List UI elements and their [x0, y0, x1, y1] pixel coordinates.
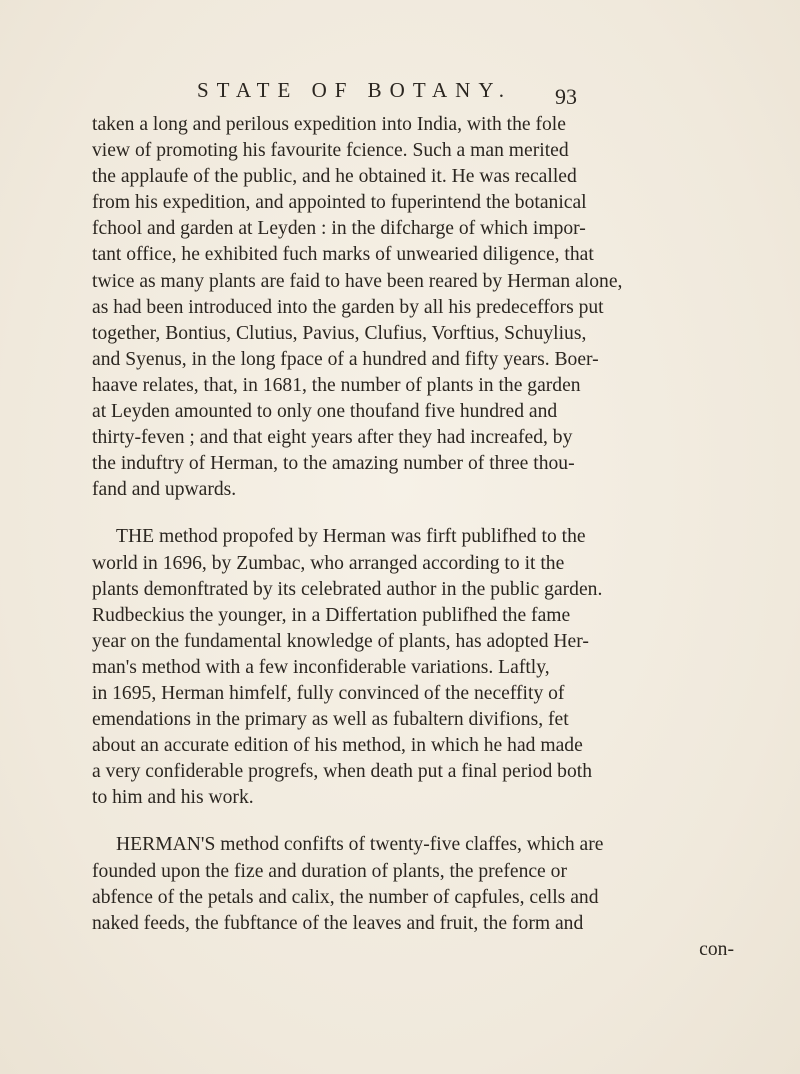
paragraph-spacer	[92, 503, 748, 524]
text-line: as had been introduced into the garden by all his predeceffors put	[92, 296, 604, 318]
text-line: abfence of the petals and calix, the number of capfules, cells and	[92, 886, 599, 908]
text-line: the applaufe of the public, and he obtained it. He was recalled	[92, 166, 577, 188]
text-line: fchool and garden at Leyden : in the difcharge of which impor-	[92, 218, 586, 240]
text-line: plants demonftrated by its celebrated author in the public garden.	[92, 578, 603, 600]
catchword: con-	[699, 938, 734, 960]
text-line: HERMAN'S method confifts of twenty-five claffes, which are	[116, 834, 604, 856]
text-line: tant office, he exhibited fuch marks of unwearied diligence, that	[92, 244, 594, 266]
text-line: THE method propofed by Herman was firft publifhed to the	[116, 526, 586, 548]
paragraph-spacer	[92, 811, 748, 832]
text-line: about an accurate edition of his method, in which he had made	[92, 735, 583, 757]
text-line: man's method with a few inconfiderable variations. Laftly,	[92, 656, 550, 678]
text-line: in 1695, Herman himfelf, fully convinced of the neceffity of	[92, 682, 565, 704]
text-line: together, Bontius, Clutius, Pavius, Clufius, Vorftius, Schuylius,	[92, 322, 587, 344]
text-line: world in 1696, by Zumbac, who arranged according to it the	[92, 552, 565, 574]
text-line: at Leyden amounted to only one thoufand five hundred and	[92, 401, 558, 423]
text-line: thirty-feven ; and that eight years after they had increafed, by	[92, 427, 573, 449]
running-head: STATE OF BOTANY.	[197, 78, 513, 102]
text-line: to him and his work.	[92, 787, 254, 809]
text-line: naked feeds, the fubftance of the leaves and fruit, the form and	[92, 912, 584, 934]
text-line: haave relates, that, in 1681, the number of plants in the garden	[92, 374, 581, 396]
text-line: founded upon the fize and duration of plants, the prefence or	[92, 860, 567, 882]
text-line: view of promoting his favourite fcience. Such a man merited	[92, 140, 569, 162]
text-line: from his expedition, and appointed to fuperintend the botanical	[92, 192, 587, 214]
page-number: 93	[555, 84, 577, 109]
text-line: fand and upwards.	[92, 479, 237, 501]
text-line: twice as many plants are faid to have been reared by Herman alone,	[92, 270, 623, 292]
text-line: emendations in the primary as well as fubaltern divifions, fet	[92, 709, 569, 731]
text-line: a very confiderable progrefs, when death put a final period both	[92, 761, 592, 783]
text-line: year on the fundamental knowledge of plants, has adopted Her-	[92, 630, 589, 652]
body-text	[92, 112, 748, 963]
text-line: the induftry of Herman, to the amazing number of three thou-	[92, 453, 575, 475]
text-line: taken a long and perilous expedition into India, with the fole	[92, 114, 566, 135]
text-line: and Syenus, in the long fpace of a hundred and fifty years. Boer-	[92, 348, 599, 370]
text-line: Rudbeckius the younger, in a Differtation publifhed the fame	[92, 604, 571, 626]
